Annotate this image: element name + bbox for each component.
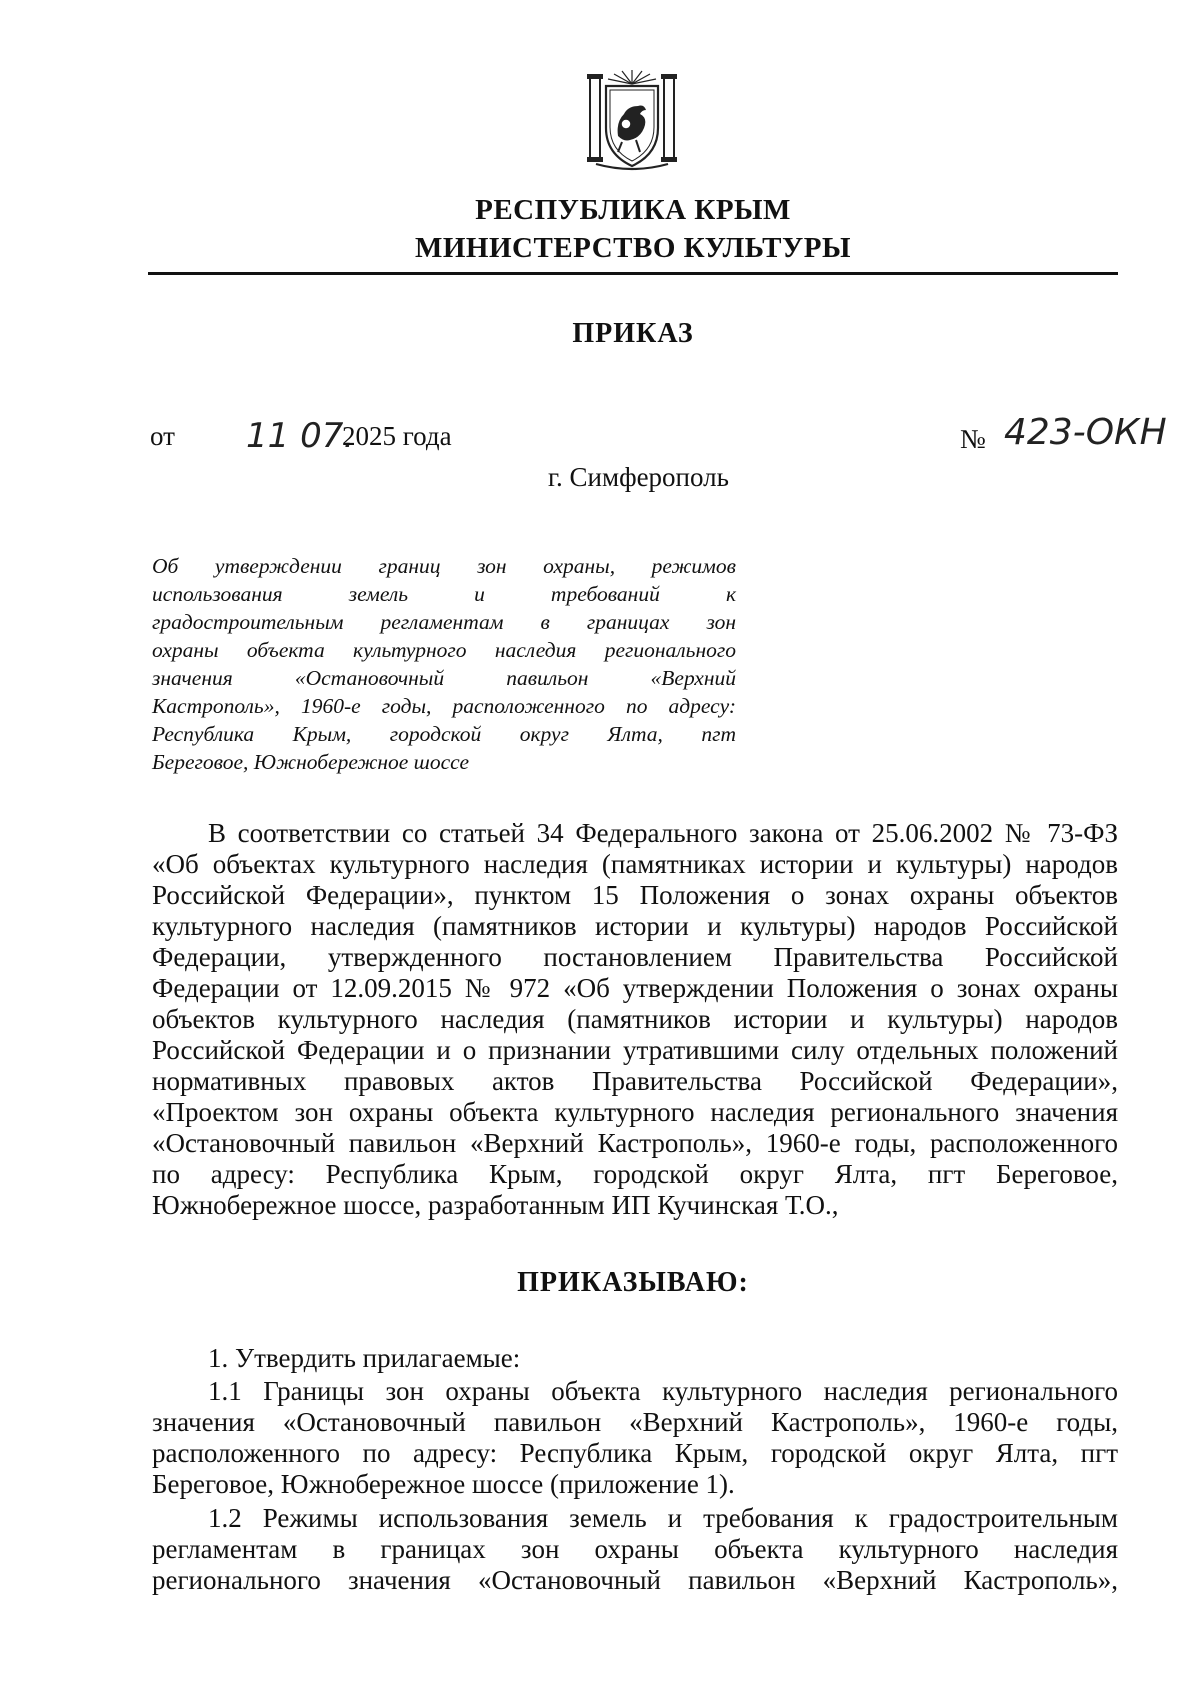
subject-line: Республика Крым, городской округ Ялта, пгт [152,722,736,746]
preamble-line: «Остановочный павильон «Верхний Кастрополь», 1960-е годы, расположенного [152,1128,1118,1158]
item-1-2-line: 1.2 Режимы использования земель и требования к градостроительным [208,1503,1118,1533]
subject-line: Береговое, Южнобережное шоссе [152,750,469,774]
coat-of-arms-icon [582,66,682,176]
handwritten-date: 11 07. [246,416,355,456]
item-1-1-line: расположенного по адресу: Республика Крым, городской округ Ялта, пгт [152,1438,1118,1468]
preamble-line: нормативных правовых актов Правительства Российской Федерации», [152,1066,1118,1096]
subject-line: Кастрополь», 1960-е годы, расположенного по адресу: [152,694,736,718]
item-1 [152,1343,1118,1374]
date-year: 2025 года [342,421,452,451]
header-divider [148,272,1118,275]
subject-line: охраны объекта культурного наследия регионального [152,638,736,662]
item-1-1 [152,1376,1118,1500]
item-1-text: 1. Утвердить прилагаемые: [208,1343,521,1373]
date-prefix: от [150,421,175,451]
subject-line: Об утверждении границ зон охраны, режимов [152,554,736,578]
preamble-line: объектов культурного наследия (памятников истории и культуры) народов [152,1004,1118,1034]
subject-line: значения «Остановочный павильон «Верхний [152,666,736,690]
document-type: ПРИКАЗ [572,318,694,349]
preamble-line: культурного наследия (памятников истории и культуры) народов Российской [152,911,1118,941]
subject-line: градостроительным регламентам в границах зон [152,610,736,634]
item-1-1-line: значения «Остановочный павильон «Верхний Кастрополь», 1960-е годы, [152,1407,1118,1437]
decree-heading: ПРИКАЗЫВАЮ: [517,1267,749,1298]
preamble-line: «Проектом зон охраны объекта культурного наследия регионального значения [152,1097,1118,1127]
preamble-line: по адресу: Республика Крым, городской округ Ялта, пгт Береговое, [152,1159,1118,1189]
preamble-line: Российской Федерации», пунктом 15 Положения о зонах охраны объектов [152,880,1118,910]
subject-line: использования земель и требований к [152,582,736,606]
preamble-line: В соответствии со статьей 34 Федерального закона от 25.06.2002 № 73-ФЗ [208,818,1118,848]
ministry-name: МИНИСТЕРСТВО КУЛЬТУРЫ [415,232,851,264]
item-1-1-line: 1.1 Границы зон охраны объекта культурного наследия регионального [208,1376,1118,1406]
item-1-1-line: Береговое, Южнобережное шоссе (приложение 1). [152,1469,735,1499]
handwritten-number: 423-ОКН [1004,412,1167,453]
item-1-2-line: регламентам в границах зон охраны объекта культурного наследия [152,1534,1118,1564]
preamble-line: «Об объектах культурного наследия (памятниках истории и культуры) народов [152,849,1118,879]
item-1-2-line: регионального значения «Остановочный павильон «Верхний Кастрополь», [152,1565,1118,1595]
preamble-line: Федерации, утвержденного постановлением Правительства Российской [152,942,1118,972]
preamble-paragraph [152,818,1118,1221]
item-1-2 [152,1503,1118,1596]
order-subject [152,552,736,776]
city: г. Симферополь [548,462,729,492]
republic-name: РЕСПУБЛИКА КРЫМ [475,194,791,226]
number-prefix: № [960,424,986,454]
preamble-line: Южнобережное шоссе, разработанным ИП Кучинская Т.О., [152,1190,839,1220]
preamble-line: Федерации от 12.09.2015 № 972 «Об утверждении Положения о зонах охраны [152,973,1118,1003]
preamble-line: Российской Федерации и о признании утратившими силу отдельных положений [152,1035,1118,1065]
